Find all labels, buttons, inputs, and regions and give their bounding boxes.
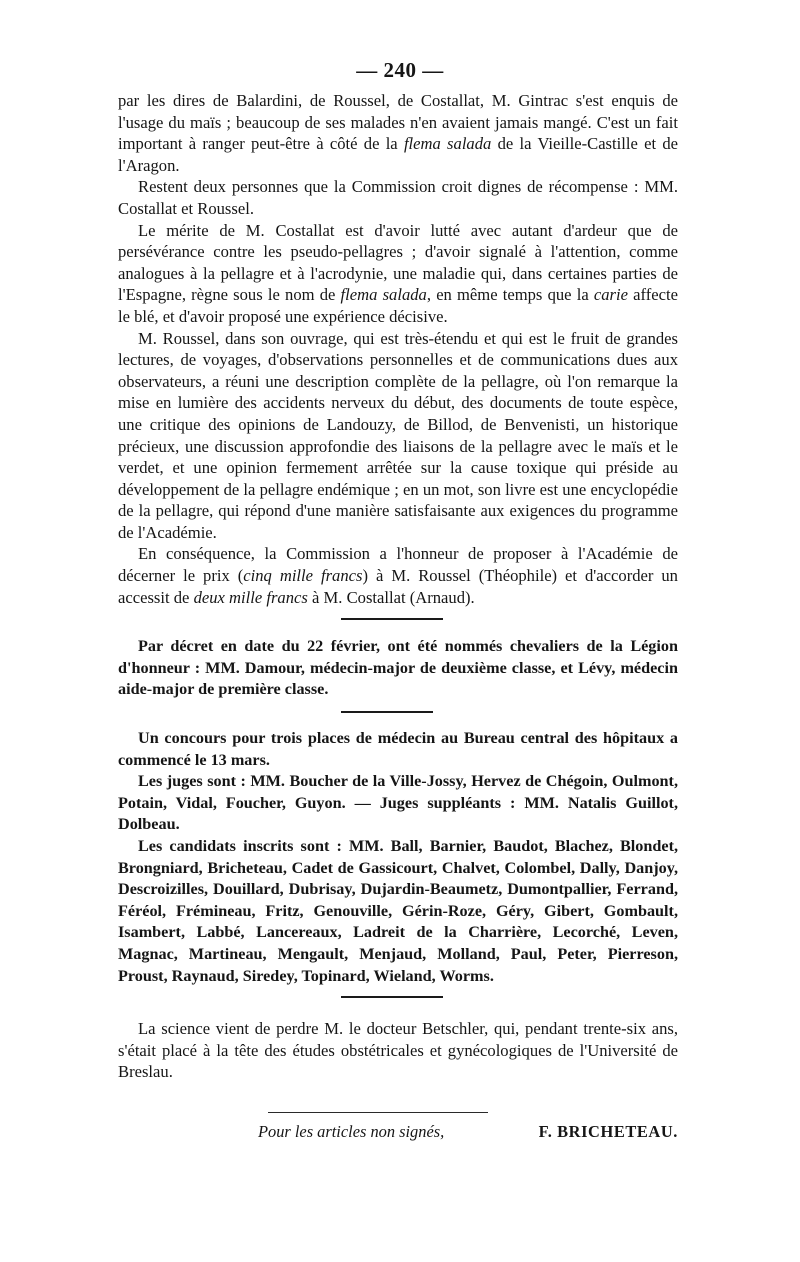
legion-honneur-section	[118, 636, 678, 701]
paragraph-roussel: M. Roussel, dans son ouvrage, qui est très-étendu et qui est le fruit de grandes lectures, de voyages, d'observations personnelles et de communications dues aux observateurs, a réuni une description complète de la pellagre, où l'on remarque la mise en lumière des accidents nerveux du début, des documents de toute espèce, une critique des opinions de Landouzy, de Billod, de Benvenisti, un historique précieux, une discussion approfondie des liaisons de la pellagre avec le maïs et le verdet, et une opinion fermement arrêtée sur la cause toxique qui préside au développement de la pellagre endémique ; en un mot, son livre est une encyclopédie de la pellagre, qui répond d'une manière satisfaisante aux exigences du programme de l'Académie.	[118, 328, 678, 542]
footer-rule	[268, 1112, 488, 1113]
paragraph-conclusion: En conséquence, la Commission a l'honneur de proposer à l'Académie de décerner le prix (cinq mille francs) à M. Roussel (Théophile) et d'accorder un accessit de deux mille francs à M. Costallat (Arnaud).	[118, 544, 678, 607]
footer-note: Pour les articles non signés,	[258, 1122, 445, 1141]
section-separator	[341, 618, 443, 620]
paragraph-costallat: Le mérite de M. Costallat est d'avoir lutté avec autant d'ardeur que de persévérance contre les pseudo-pellagres ; d'avoir signalé à l'attention, comme analogues à la pellagre et à l'acrodynie, une maladie qui, dans certaines parties de l'Espagne, règne sous le nom de flema salada, en même temps que la carie affecte le blé, et d'avoir proposé une expérience décisive.	[118, 220, 678, 326]
paragraph-juges: Les juges sont : MM. Boucher de la Ville-Jossy, Hervez de Chégoin, Oulmont, Potain, Vidal, Foucher, Guyon. — Juges suppléants : MM. Natalis Guillot, Dolbeau.	[118, 772, 678, 834]
paragraph-decret: Par décret en date du 22 février, ont été nommés chevaliers de la Légion d'honneur : MM. Damour, médecin-major de deuxième classe, et Lévy, médecin aide-major de première classe.	[118, 637, 678, 699]
commission-report-section	[118, 90, 678, 608]
paragraph-gintrac: par les dires de Balardini, de Roussel, de Costallat, M. Gintrac s'est enquis de l'usage du maïs ; beaucoup de ses malades n'en avaient jamais mangé. C'est un fait important à ranger peut-être à côté de la flema salada de la Vieille-Castille et de l'Aragon.	[118, 91, 678, 175]
signature: F. BRICHETEAU.	[538, 1122, 678, 1141]
section-separator	[341, 996, 443, 998]
concours-section	[118, 728, 678, 987]
page-number: — 240 —	[356, 58, 444, 82]
section-separator	[341, 711, 433, 713]
paragraph-betschler: La science vient de perdre M. le docteur Betschler, qui, pendant trente-six ans, s'était placé à la tête des études obstétricales et gynécologiques de l'Université de Breslau.	[118, 1019, 678, 1082]
paragraph-restent: Restent deux personnes que la Commission croit dignes de récompense : MM. Costallat et Roussel.	[118, 177, 678, 218]
paragraph-candidats: Les candidats inscrits sont : MM. Ball, Barnier, Baudot, Blachez, Blondet, Brongniard, Bricheteau, Cadet de Gassicourt, Chalvet, Colombel, Dally, Danjoy, Descroizilles, Douillard, Dubrisay, Dujardin-Beaumetz, Dumontpallier, Ferrand, Féréol, Frémineau, Fritz, Genouville, Gérin-Roze, Géry, Gibert, Gombault, Isambert, Labbé, Lancereaux, Ladreit de la Charrière, Lecorché, Leven, Magnac, Martineau, Mengault, Menjaud, Molland, Paul, Peter, Pierreson, Proust, Raynaud, Siredey, Topinard, Wieland, Worms.	[118, 836, 678, 985]
obituary-section	[118, 1018, 678, 1083]
paragraph-concours: Un concours pour trois places de médecin au Bureau central des hôpitaux a commencé le 13 mars.	[118, 729, 678, 769]
